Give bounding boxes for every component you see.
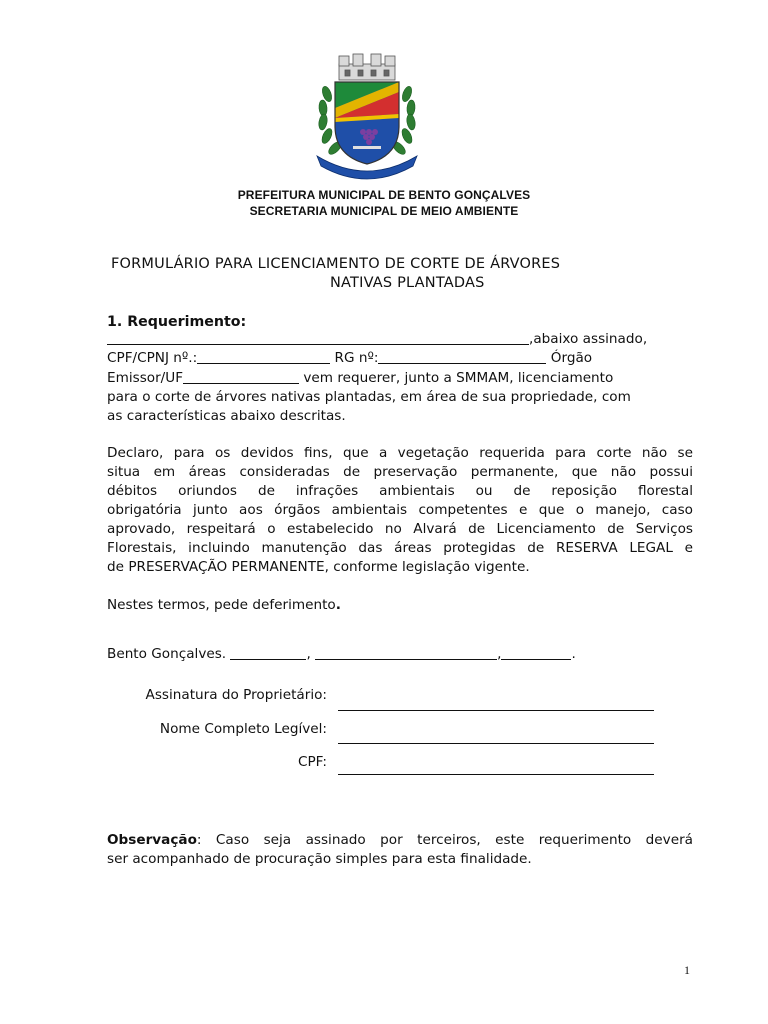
- declaration-line5: aprovado, respeitará o estabelecido no Alvará de Licenciamento de Serviços: [107, 521, 693, 537]
- year-field[interactable]: [501, 645, 571, 660]
- municipal-crest: [313, 52, 421, 182]
- declaration-line1: Declaro, para os devidos fins, que a vegetação requerida para corte não se: [107, 445, 693, 461]
- section-heading: 1. Requerimento:: [107, 314, 247, 330]
- request-text-line5: as características abaixo descritas.: [107, 408, 346, 424]
- declaration-line4: obrigatória junto aos órgãos ambientais competentes e que o manejo, caso: [107, 502, 693, 518]
- declaration-line3: débitos oriundos de infrações ambientais ou de reposição florestal: [107, 483, 693, 499]
- mural-crown-icon: [339, 54, 395, 80]
- day-field[interactable]: [230, 645, 306, 660]
- rg-field[interactable]: [378, 349, 546, 364]
- form-title-line2: NATIVAS PLANTADAS: [330, 275, 485, 291]
- institution-name: PREFEITURA MUNICIPAL DE BENTO GONÇALVES: [237, 188, 531, 202]
- declaration-line7: de PRESERVAÇÃO PERMANENTE, conforme legislação vigente.: [107, 559, 530, 575]
- cpf-rg-line: CPF/CPNJ nº.: RG nº: Órgão: [107, 350, 593, 366]
- emissor-line: Emissor/UF vem requerer, junto a SMMAM, licenciamento: [107, 370, 614, 386]
- closing-line: Nestes termos, pede deferimento.: [107, 597, 341, 613]
- observation-line1: Observação: Caso seja assinado por terceiros, este requerimento deverá: [107, 832, 693, 848]
- requester-name-field[interactable]: [107, 330, 529, 345]
- cpf-label: CPF:: [297, 754, 327, 770]
- owner-signature-line[interactable]: [338, 710, 654, 711]
- form-title-line1: FORMULÁRIO PARA LICENCIAMENTO DE CORTE DE ÁRVORES: [111, 256, 561, 272]
- shield-icon: [335, 82, 399, 164]
- declaration-line2: situa em áreas consideradas de preservação permanente, que não possui: [107, 464, 693, 480]
- observation-line2: ser acompanhado de procuração simples para esta finalidade.: [107, 851, 532, 867]
- month-field[interactable]: [315, 645, 497, 660]
- emissor-uf-field[interactable]: [183, 369, 299, 384]
- cpf-field[interactable]: [197, 349, 330, 364]
- requester-line: ,abaixo assinado,: [107, 330, 697, 350]
- owner-signature-label: Assinatura do Proprietário:: [145, 687, 327, 703]
- department-name: SECRETARIA MUNICIPAL DE MEIO AMBIENTE: [249, 204, 519, 218]
- full-name-label: Nome Completo Legível:: [159, 721, 327, 737]
- full-name-line[interactable]: [338, 743, 654, 744]
- date-line: Bento Gonçalves. , , .: [107, 646, 576, 662]
- declaration-line6: Florestais, incluindo manutenção das áreas protegidas de RESERVA LEGAL e: [107, 540, 693, 556]
- request-text-line4: para o corte de árvores nativas plantadas, em área de sua propriedade, com: [107, 389, 631, 405]
- page-number: 1: [684, 963, 690, 977]
- cpf-signature-line[interactable]: [338, 774, 654, 775]
